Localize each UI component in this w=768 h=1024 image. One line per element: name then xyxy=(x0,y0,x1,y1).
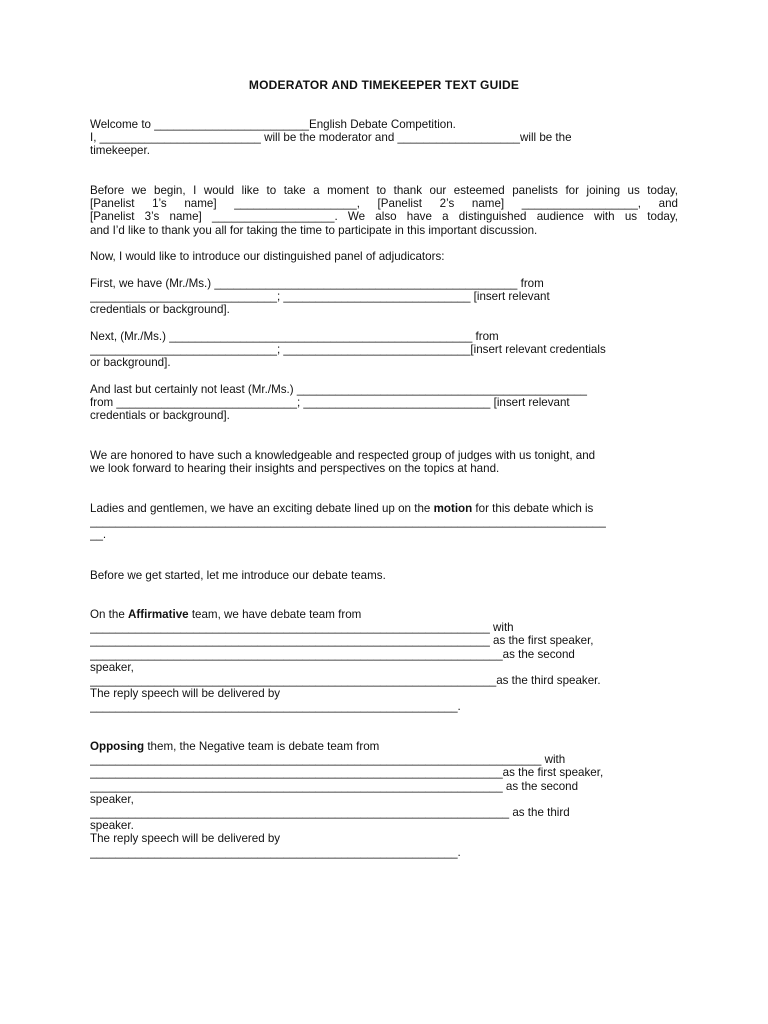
affirmative-line-4: ________________________________________________________________as the second xyxy=(90,647,575,661)
opposing-line-1-text: them, the Negative team is debate team from xyxy=(144,740,380,753)
opposing-line-7: speaker. xyxy=(90,819,134,833)
last-line-2: from ____________________________; _____________________________ [insert relevant xyxy=(90,396,570,410)
affirmative-line-8: _________________________________________________________. xyxy=(90,700,461,714)
teams-line-1: Before we get started, let me introduce our debate teams. xyxy=(90,569,386,582)
affirmative-line-1 xyxy=(90,608,678,621)
welcome-line-1: Welcome to ________________________English Debate Competition. xyxy=(90,118,456,131)
document-title: MODERATOR AND TIMEKEEPER TEXT GUIDE xyxy=(248,78,520,92)
teams-paragraph xyxy=(90,569,678,582)
opposing-paragraph xyxy=(90,740,678,859)
honored-line-1: We are honored to have such a knowledgeable and respected group of judges with us tonight, and xyxy=(90,449,596,462)
last-line-3: credentials or background]. xyxy=(90,409,230,423)
welcome-paragraph xyxy=(90,118,678,158)
thanks-line-1: Before we begin, I would like to take a moment to thank our esteemed panelists for joining us today, xyxy=(90,184,678,197)
motion-keyword: motion xyxy=(433,502,473,515)
opposing-line-5: speaker, xyxy=(90,792,134,806)
affirmative-line-5: speaker, xyxy=(90,660,134,674)
last-adjudicator-paragraph xyxy=(90,383,678,423)
affirmative-line-1-end: team, we have debate team from xyxy=(188,608,362,621)
next-line-1: Next, (Mr./Ms.) _______________________________________________ from xyxy=(90,330,499,343)
affirmative-line-2: ______________________________________________________________ with xyxy=(90,621,514,635)
first-line-2: _____________________________; _____________________________ [insert relevant xyxy=(90,290,550,304)
honored-paragraph xyxy=(90,449,678,475)
welcome-line-2: I, _________________________ will be the moderator and ___________________will be the xyxy=(90,131,572,145)
opposing-line-8: The reply speech will be delivered by xyxy=(90,832,281,846)
affirmative-line-6: _______________________________________________________________as the third speaker. xyxy=(90,674,601,688)
thanks-line-2: [Panelist 1’s name] ___________________, [Panelist 2’s name] __________________, and xyxy=(90,197,678,211)
welcome-line-3: timekeeper. xyxy=(90,144,150,158)
motion-line-1-text: Ladies and gentlemen, we have an exciting debate lined up on the xyxy=(90,502,434,515)
affirmative-keyword: Affirmative xyxy=(128,608,189,621)
motion-line-2: ________________________________________________________________________________ xyxy=(90,515,606,529)
opposing-line-3: ________________________________________________________________as the first speaker, xyxy=(90,766,604,780)
introduce-line-1: Now, I would like to introduce our distinguished panel of adjudicators: xyxy=(90,250,445,263)
thanks-line-3: [Panelist 3’s name] ___________________. We also have a distinguished audience with us today, xyxy=(90,210,678,224)
honored-line-2: we look forward to hearing their insights and perspectives on the topics at hand. xyxy=(90,462,500,476)
motion-line-1 xyxy=(90,502,678,515)
opposing-line-9: _________________________________________________________. xyxy=(90,845,461,859)
first-adjudicator-paragraph xyxy=(90,277,678,317)
opposing-line-6: _________________________________________________________________ as the third xyxy=(90,806,570,820)
first-line-1: First, we have (Mr./Ms.) _______________________________________________ from xyxy=(90,277,544,290)
first-line-3: credentials or background]. xyxy=(90,303,230,317)
affirmative-line-1-text: On the xyxy=(90,608,129,621)
affirmative-paragraph xyxy=(90,608,678,714)
thanks-paragraph xyxy=(90,184,678,237)
next-adjudicator-paragraph xyxy=(90,330,678,370)
last-line-1: And last but certainly not least (Mr./Ms.) _____________________________________________ xyxy=(90,383,587,396)
affirmative-line-3: ______________________________________________________________ as the first speaker, xyxy=(90,634,594,648)
opposing-line-2: ______________________________________________________________________ with xyxy=(90,753,566,767)
motion-line-3: __. xyxy=(90,528,107,542)
opposing-line-4: ________________________________________________________________ as the second xyxy=(90,779,579,793)
motion-line-1-end: for this debate which is xyxy=(472,502,594,515)
introduce-paragraph xyxy=(90,250,678,263)
opposing-keyword: Opposing xyxy=(90,740,145,753)
thanks-line-4: and I’d like to thank you all for taking the time to participate in this important discussion. xyxy=(90,223,538,237)
affirmative-line-7: The reply speech will be delivered by xyxy=(90,687,281,701)
opposing-line-1 xyxy=(90,740,678,753)
document-page xyxy=(90,0,678,1024)
motion-paragraph xyxy=(90,502,678,542)
next-line-3: or background]. xyxy=(90,356,171,370)
next-line-2: _____________________________; _____________________________[insert relevant credentials xyxy=(90,343,606,357)
